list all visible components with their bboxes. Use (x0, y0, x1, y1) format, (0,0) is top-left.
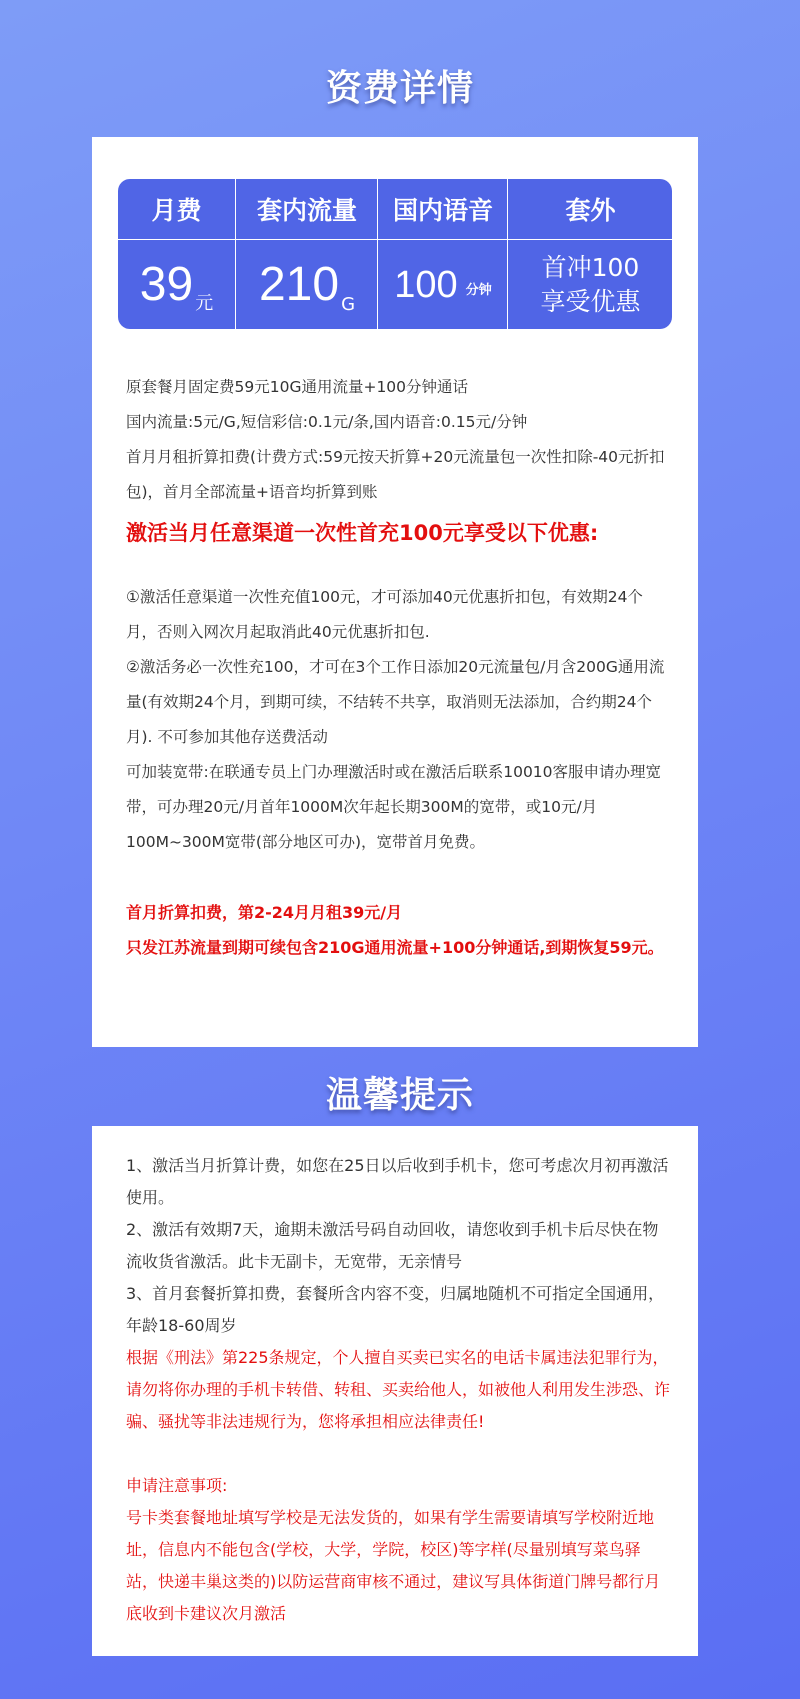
notice-text: 号卡类套餐地址填写学校是无法发货的，如果有学生需要请填写学校附近地址，信息内不能包含(学校，大学，学院，校区)等字样(尽量别填写菜鸟驿站，快递丰巢这类的)以防运营商审核不通过，建议写具体街道门牌号都行月底收到卡建议次月激活 (126, 1508, 661, 1623)
detail-broadband: 可加装宽带:在联通专员上门办理激活时或在激活后联系10010客服申请办理宽带，可办理20元/月首年1000M次年起长期300M的宽带，或10元/月100M~300M宽带(部分地区可办)，宽带首月免费。 (126, 763, 662, 851)
fee-header-data: 套内流量 (236, 179, 378, 240)
monthly-fee-unit: 元 (195, 293, 214, 314)
fee-col-data (235, 179, 378, 329)
fee-value-voice (378, 240, 508, 329)
detail-offer-2: ②激活务必一次性充100，才可在3个工作日添加20元流量包/月含200G通用流量(有效期24个月，到期可续，不结转不共享，取消则无法添加，合约期24个月). 不可参加其他存送费活动 (126, 658, 665, 746)
tariff-section-title: 资费详情 (325, 68, 474, 109)
tips-section-title: 温馨提示 (325, 1075, 474, 1116)
notice-title: 申请注意事项: (126, 1476, 228, 1495)
tip-1: 1、激活当月折算计费，如您在25日以后收到手机卡，您可考虑次月初再激活使用。 (126, 1156, 669, 1207)
fee-header-monthly: 月费 (118, 179, 235, 240)
overflow-line-1: 首冲100 (541, 252, 640, 282)
tips-card (92, 1126, 698, 1656)
overflow-offer (540, 251, 640, 319)
legal-warning: 根据《刑法》第225条规定，个人擅自买卖已实名的电话卡属违法犯罪行为，请勿将你办理的手机卡转借、转租、买卖给他人，如被他人利用发生涉恐、诈骗、骚扰等非法违规行为，您将承担相应法律责任! (126, 1348, 671, 1431)
data-unit: G (341, 294, 356, 315)
fee-col-overflow (507, 179, 672, 329)
voice-amount: 100 (394, 263, 458, 306)
fee-value-monthly (118, 240, 235, 329)
data-amount: 210 (258, 257, 340, 311)
tip-3: 3、首月套餐折算扣费，套餐所含内容不变，归属地随机不可指定全国通用，年龄18-60周岁 (126, 1284, 665, 1335)
monthly-fee-amount: 39 (139, 257, 194, 311)
voice-unit: 分钟 (465, 283, 492, 298)
promo-highlight: 激活当月任意渠道一次性首充100元享受以下优惠: (126, 521, 599, 545)
detail-original-plan: 原套餐月固定费59元10G通用流量+100分钟通话 (126, 378, 469, 396)
detail-domestic-rates: 国内流量:5元/G,短信彩信:0.1元/条,国内语音:0.15元/分钟 (126, 413, 528, 431)
fee-col-voice (377, 179, 508, 329)
fee-header-overflow: 套外 (508, 179, 672, 240)
overflow-line-2: 享受优惠 (540, 286, 641, 316)
red-note-renewal: 只发江苏流量到期可续包含210G通用流量+100分钟通话,到期恢复59元。 (126, 938, 664, 957)
fee-value-overflow (508, 240, 672, 329)
fee-table (118, 179, 672, 329)
tip-2: 2、激活有效期7天，逾期未激活号码自动回收，请您收到手机卡后尽快在物流收货省激活。此卡无副卡，无宽带，无亲情号 (126, 1220, 659, 1271)
fee-value-data (236, 240, 378, 329)
tariff-card (92, 137, 698, 1047)
red-note-fee: 首月折算扣费，第2-24月月租39元/月 (126, 903, 403, 922)
fee-col-monthly (118, 179, 235, 329)
fee-header-voice: 国内语音 (378, 179, 508, 240)
detail-offer-1: ①激活任意渠道一次性充值100元，才可添加40元优惠折扣包，有效期24个月，否则入网次月起取消此40元优惠折扣包. (126, 588, 643, 641)
detail-first-month: 首月月租折算扣费(计费方式:59元按天折算+20元流量包一次性扣除-40元折扣包)，首月全部流量+语音均折算到账 (126, 448, 665, 501)
